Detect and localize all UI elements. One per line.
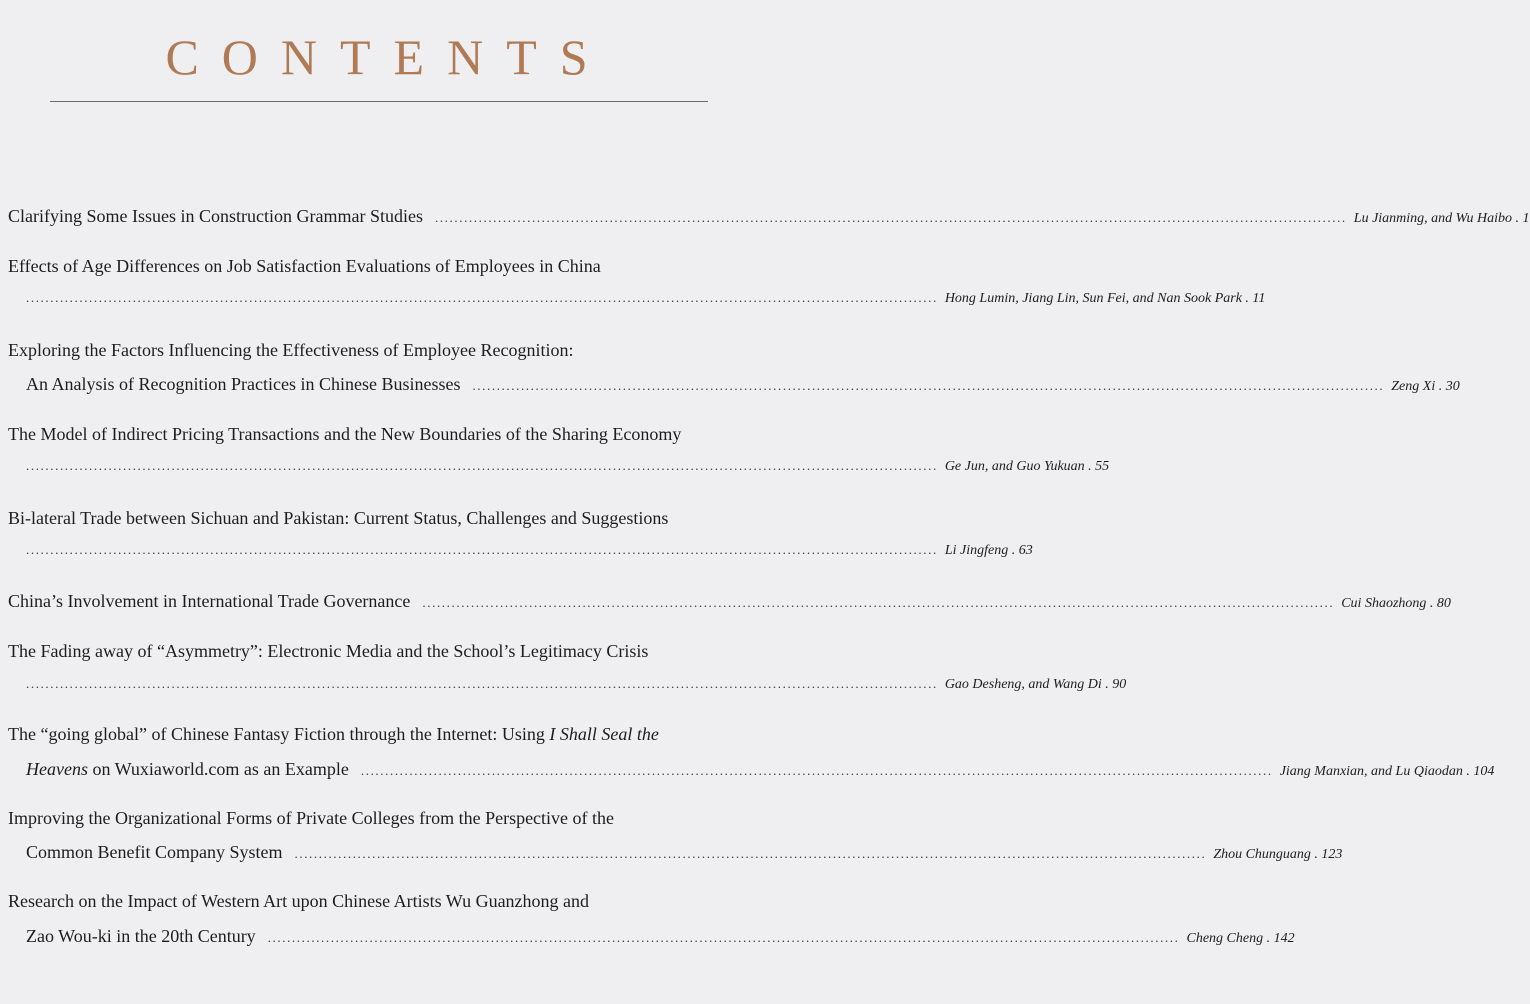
entry-author-page: Lu Jianming, and Wu Haibo . 1 — [1353, 211, 1530, 226]
entry-title: The Fading away of “Asymmetry”: Electronic Media and the School’s Legitimacy Crisis — [8, 641, 649, 661]
toc-entry[interactable] — [8, 206, 1530, 227]
entry-author-page: Hong Lumin, Jiang Lin, Sun Fei, and Nan Sook Park . 11 — [944, 291, 1266, 306]
entry-title-part: on Wuxiaworld.com as an Example — [87, 759, 349, 779]
toc-entry[interactable] — [8, 641, 748, 662]
entry-title: Research on the Impact of Western Art upon Chinese Artists Wu Guanzhong and — [8, 891, 590, 911]
entry-title: China’s Involvement in International Trade Governance — [8, 591, 411, 611]
entry-author-page: Ge Jun, and Guo Yukuan . 55 — [944, 459, 1110, 474]
entry-author-page: Cui Shaozhong . 80 — [1341, 596, 1451, 611]
toc-entry-continuation[interactable] — [26, 759, 1495, 780]
toc-entry[interactable] — [8, 508, 748, 529]
heading-rule — [50, 101, 708, 102]
entry-title-line2: Zao Wou-ki in the 20th Century — [26, 926, 256, 946]
dot-leader: ............................................................................................................................................................................................ — [434, 210, 1347, 225]
toc-entry-continuation[interactable] — [26, 374, 1460, 395]
dot-leader: ............................................................................................................................................................................................ — [422, 595, 1335, 610]
toc-entry[interactable] — [8, 808, 748, 829]
entry-title-line2 — [26, 759, 349, 780]
entry-title: Exploring the Factors Influencing the Effectiveness of Employee Recognition: — [8, 340, 574, 360]
dot-leader: ............................................................................................................................................................................................ — [360, 763, 1273, 778]
entry-author-page: Gao Desheng, and Wang Di . 90 — [944, 677, 1127, 692]
dot-leader: ............................................................................................................................................................................................ — [26, 458, 938, 473]
entry-title-line2: An Analysis of Recognition Practices in Chinese Businesses — [26, 374, 461, 394]
dot-leader: ............................................................................................................................................................................................ — [267, 930, 1180, 945]
entry-title: Effects of Age Differences on Job Satisfaction Evaluations of Employees in China — [8, 256, 601, 276]
entry-author-page: Cheng Cheng . 142 — [1186, 931, 1295, 946]
entry-author-page: Zeng Xi . 30 — [1391, 379, 1460, 394]
toc-entry-continuation[interactable] — [26, 926, 1295, 947]
entry-title — [8, 724, 659, 745]
dot-leader: ............................................................................................................................................................................................ — [26, 542, 938, 557]
toc-entry[interactable] — [8, 591, 1451, 612]
toc-entry-continuation[interactable] — [26, 458, 1110, 475]
dot-leader: ............................................................................................................................................................................................ — [294, 846, 1207, 861]
entry-title: The Model of Indirect Pricing Transactions and the New Boundaries of the Sharing Economy — [8, 424, 682, 444]
entry-author-page: Li Jingfeng . 63 — [944, 543, 1033, 558]
entry-title: Bi-lateral Trade between Sichuan and Pakistan: Current Status, Challenges and Suggestions — [8, 508, 669, 528]
toc-entry-continuation[interactable] — [26, 676, 1127, 693]
dot-leader: ............................................................................................................................................................................................ — [26, 290, 938, 305]
toc-entry[interactable] — [8, 724, 748, 745]
toc-entry[interactable] — [8, 891, 748, 912]
toc-entry-continuation[interactable] — [26, 842, 1343, 863]
toc-entry[interactable] — [8, 340, 748, 361]
entry-title-italic: I Shall Seal the — [549, 724, 659, 744]
entry-title: Clarifying Some Issues in Construction Grammar Studies — [8, 206, 423, 226]
entry-title: Improving the Organizational Forms of Private Colleges from the Perspective of the — [8, 808, 615, 828]
entry-author-page: Zhou Chunguang . 123 — [1213, 847, 1343, 862]
toc-entry[interactable] — [8, 256, 748, 277]
entry-title-part: The “going global” of Chinese Fantasy Fiction through the Internet: Using — [8, 724, 550, 744]
entry-title-italic: Heavens — [26, 759, 88, 779]
contents-heading: CONTENTS — [165, 29, 611, 85]
toc-entry-continuation[interactable] — [26, 542, 1033, 559]
dot-leader: ............................................................................................................................................................................................ — [26, 676, 938, 691]
toc-entry-continuation[interactable] — [26, 290, 1266, 307]
entry-title-line2: Common Benefit Company System — [26, 842, 283, 862]
entry-author-page: Jiang Manxian, and Lu Qiaodan . 104 — [1279, 764, 1495, 779]
dot-leader: ............................................................................................................................................................................................ — [472, 378, 1385, 393]
toc-entry[interactable] — [8, 424, 748, 445]
